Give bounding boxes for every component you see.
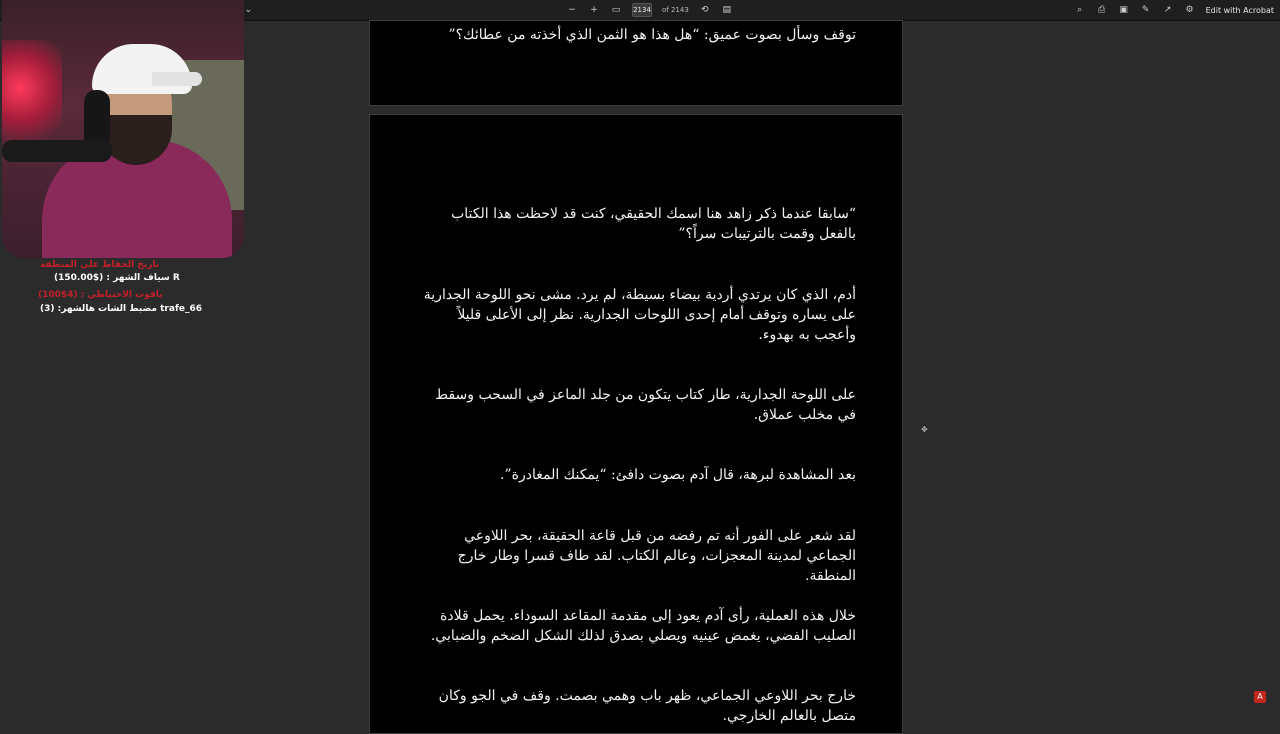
print-icon[interactable]: ⎙: [1097, 5, 1106, 15]
toolbar-right: [1074, 0, 1274, 20]
paragraph: بعد المشاهدة لبرهة، قال آدم بصوت دافئ: “يمكنك المغادرة”.: [500, 467, 856, 483]
open-external-icon[interactable]: ↗: [1163, 5, 1172, 15]
settings-icon[interactable]: ⚙: [1185, 5, 1194, 15]
search-icon[interactable]: ⌕: [1077, 5, 1083, 15]
sign-icon[interactable]: ✎: [1141, 5, 1150, 15]
pdf-page-current: [369, 114, 903, 734]
page-count: of 2143: [662, 6, 689, 14]
overlay-line-2: سياف الشهر : ($150.00) R: [54, 273, 180, 283]
paragraph: خارج بحر اللاوعي الجماعي، ظهر باب وهمي بصمت. وقف في الجو وكان متصل بالعالم الخارجي.: [438, 688, 856, 724]
paragraph: “سابقا عندما ذكر زاهد هنا اسمك الحقيقي، كنت قد لاحظت هذا الكتاب بالفعل وقمت بالترتيبات سراً؟”: [451, 206, 856, 242]
webcam-overlay: [2, 0, 244, 258]
rotate-icon[interactable]: ⟲: [701, 5, 709, 15]
edit-with-acrobat-button[interactable]: Edit with Acrobat: [1205, 5, 1274, 15]
zoom-in-icon[interactable]: +: [590, 5, 598, 15]
fit-page-icon[interactable]: ▭: [611, 5, 621, 15]
cursor-icon: ✥: [921, 425, 928, 434]
zoom-out-icon[interactable]: −: [568, 5, 576, 15]
toolbar-center: [566, 0, 733, 20]
paragraph: أدم، الذي كان يرتدي أردية بيضاء بسيطة، لم يرد. مشى نحو اللوحة الجدارية على يساره وتوقف أمام إحدى اللوحات الجدارية. نظر إلى الأعلى قليلاً وأعجب به بهدوء.: [423, 287, 856, 343]
paragraph: توقف وسأل بصوت عميق: “هل هذا هو الثمن الذي أخذته من عطائك؟”: [448, 27, 856, 43]
save-icon[interactable]: ▣: [1119, 5, 1128, 15]
two-page-icon[interactable]: ▤: [722, 5, 732, 15]
webcam-person-cap-brim: [152, 72, 202, 86]
overlay-line-1: تاريخ الحفاظ على المنطقة: [40, 260, 160, 270]
overlay-line-3: ياقوت الاحتياطي : (4$100): [38, 290, 163, 300]
chevron-down-icon[interactable]: ⌄: [244, 5, 253, 15]
page-number-input[interactable]: 2134: [632, 3, 652, 17]
paragraph: على اللوحة الجدارية، طار كتاب يتكون من جلد الماعز في السحب وسقط في مخلب عملاق.: [435, 387, 856, 423]
microphone-icon: [2, 140, 112, 162]
overlay-line-4: مضبط الشات هالشهر: (3) trafe_66: [40, 304, 202, 314]
pdf-page-previous: [369, 20, 903, 106]
acrobat-logo-icon[interactable]: A: [1254, 691, 1266, 703]
paragraph: خلال هذه العملية، رأى آدم يعود إلى مقدمة المقاعد السوداء. يحمل قلادة الصليب الفضي، يغمض عينيه ويصلي بصدق لذلك الشكل الضخم والضبابي.: [430, 608, 856, 644]
paragraph: لقد شعر على الفور أنه تم رفضه من قبل قاعة الحقيقة، بحر اللاوعي الجماعي لمدينة المعجزات، وعالم الكتاب. لقد طاف قسرا وطار خارج المنطقة.: [457, 528, 856, 584]
